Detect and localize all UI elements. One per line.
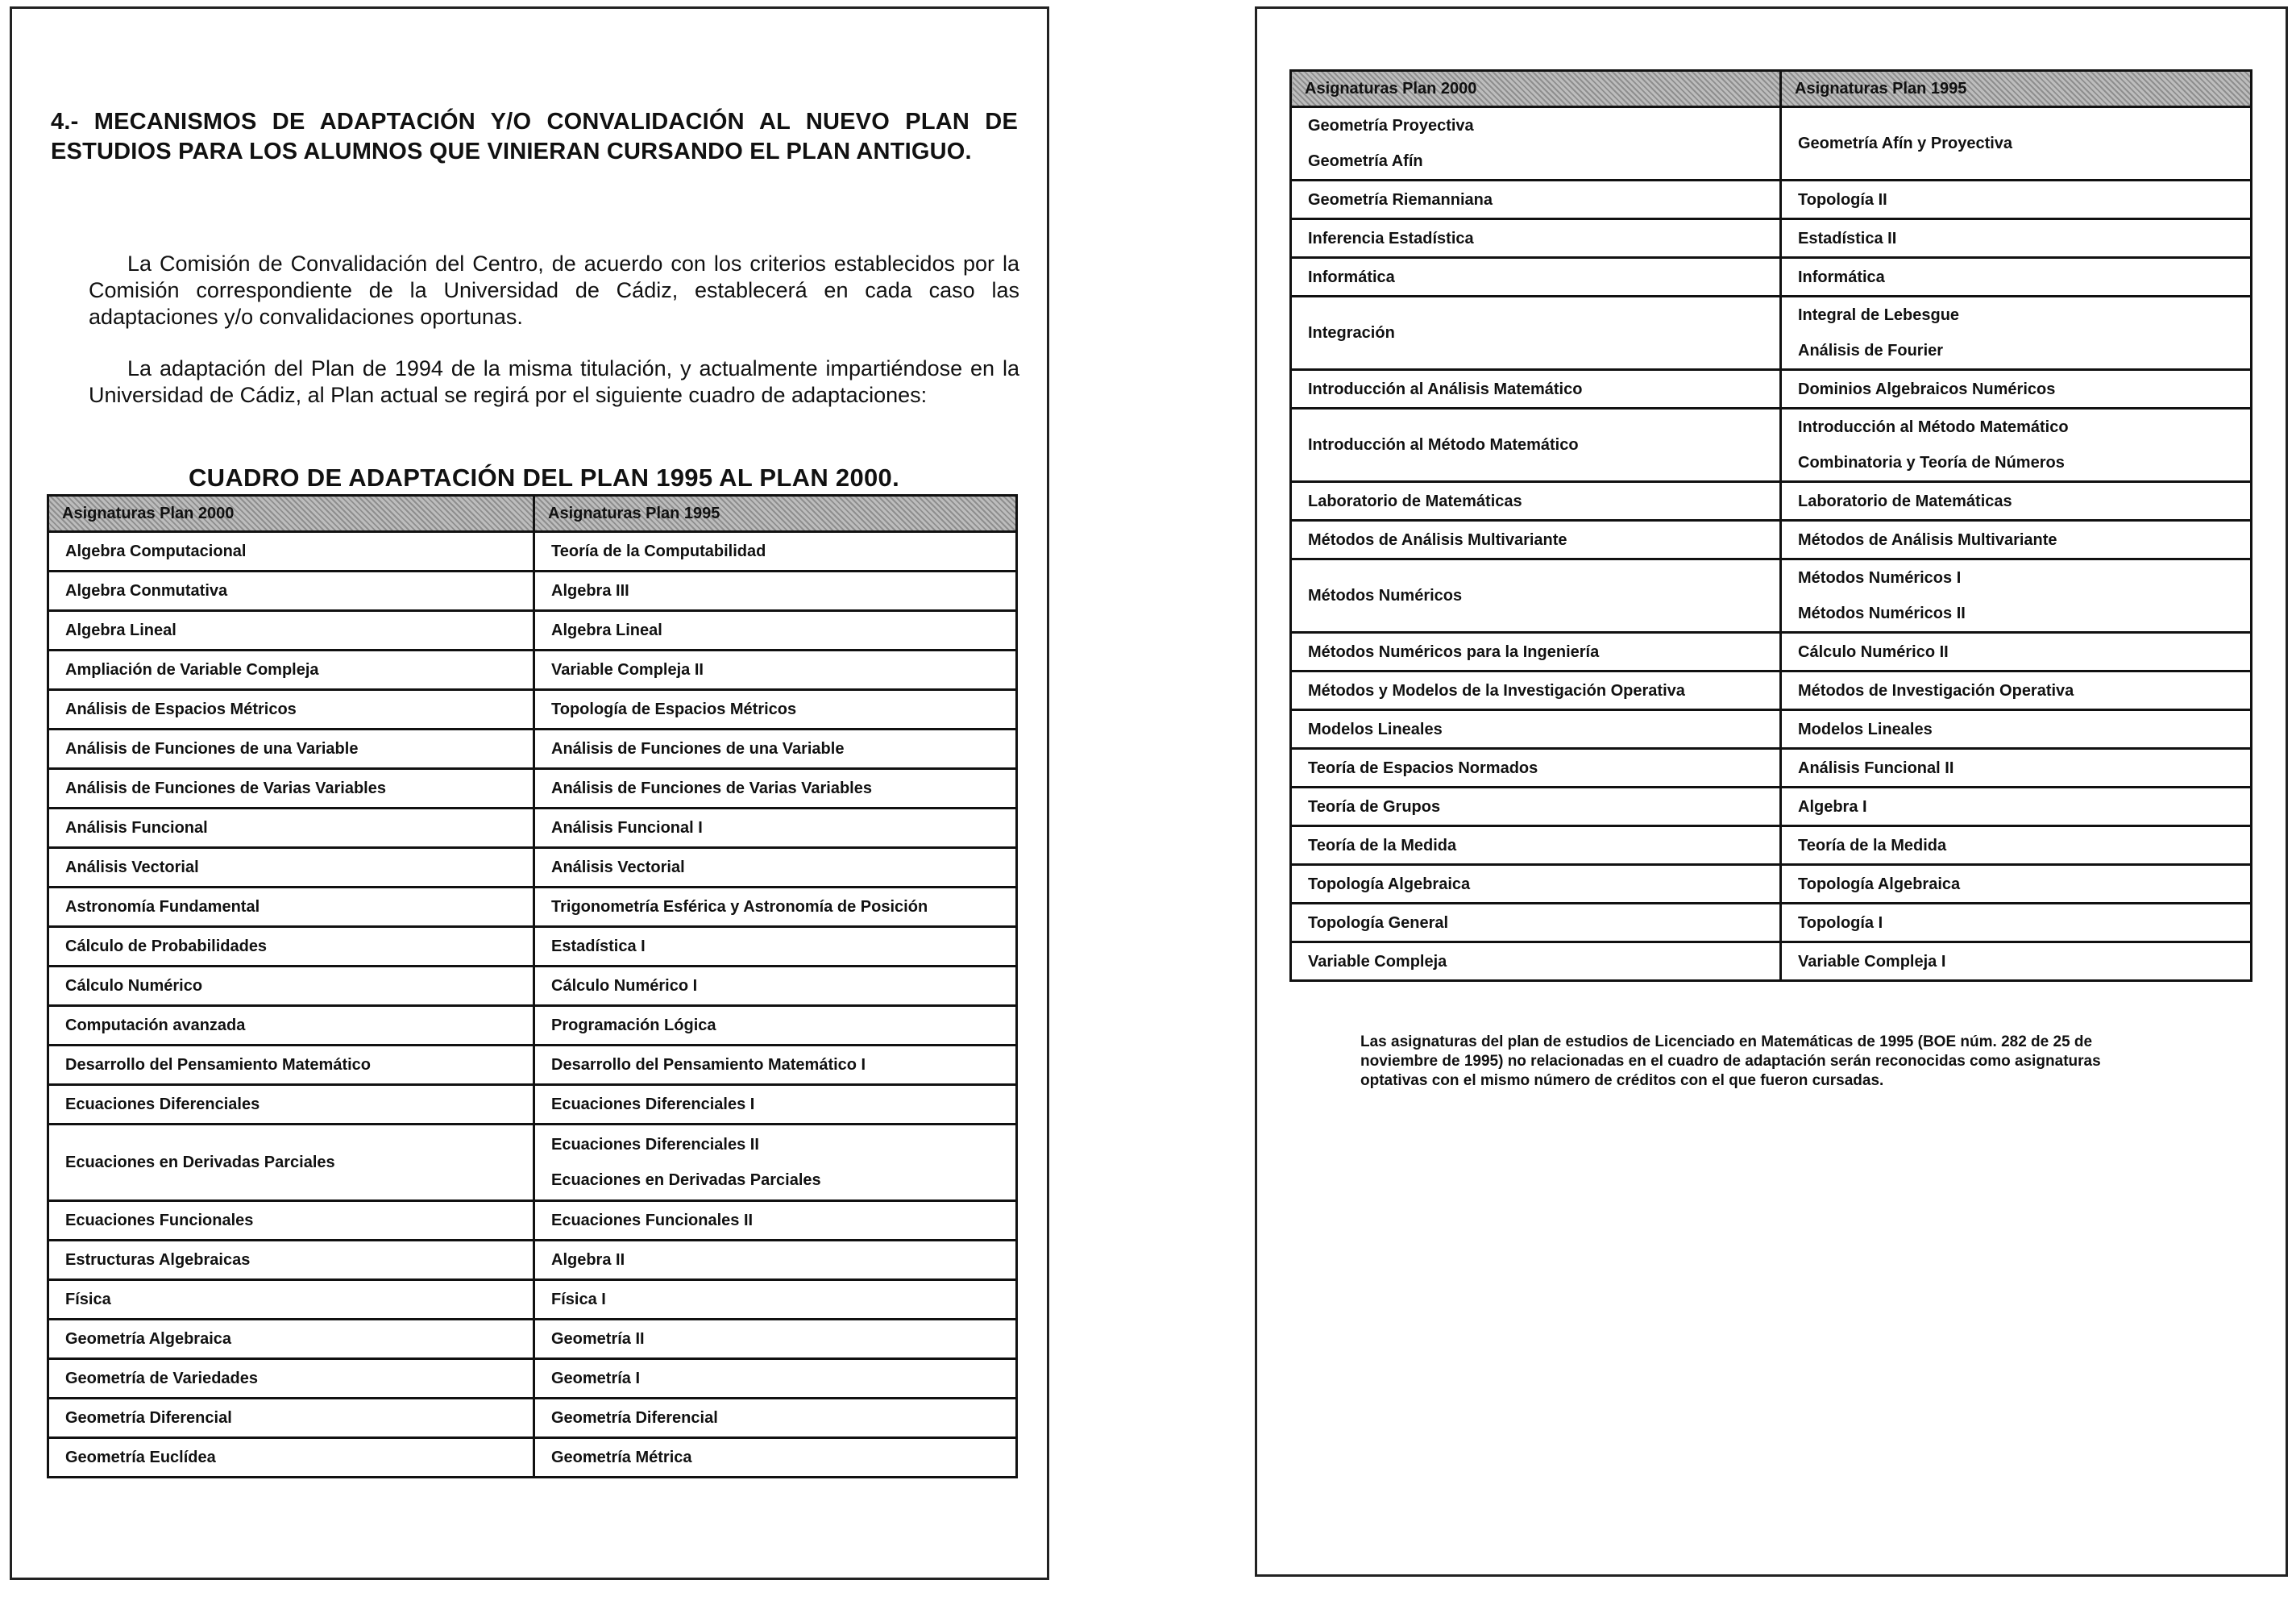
cell-text: Modelos Lineales bbox=[1798, 720, 1933, 738]
cell-plan-1995 bbox=[1781, 370, 2252, 409]
cell-text: Geometría Riemanniana bbox=[1308, 190, 1493, 209]
cell-text: Cálculo Numérico II bbox=[1798, 642, 1949, 661]
cell-text: Métodos de Análisis Multivariante bbox=[1798, 530, 2057, 549]
cell-text: Teoría de la Computabilidad bbox=[551, 543, 766, 560]
cell-text: Desarrollo del Pensamiento Matemático bbox=[65, 1056, 372, 1074]
table-row bbox=[1291, 633, 2252, 671]
cell-plan-2000 bbox=[1291, 521, 1781, 559]
cell-plan-1995 bbox=[1781, 865, 2252, 904]
cell-text: Desarrollo del Pensamiento Matemático I bbox=[551, 1056, 866, 1074]
cell-plan-1995 bbox=[534, 1006, 1017, 1046]
table-row bbox=[48, 888, 1017, 927]
cell-plan-2000 bbox=[48, 967, 534, 1006]
cell-text: Análisis de Funciones de una Variable bbox=[65, 740, 359, 758]
table-row bbox=[48, 1085, 1017, 1125]
table-row bbox=[48, 769, 1017, 809]
cell-plan-2000 bbox=[1291, 258, 1781, 297]
cell-text: Geometría Métrica bbox=[551, 1449, 692, 1466]
table-row bbox=[48, 532, 1017, 572]
cell-plan-1995 bbox=[534, 1241, 1017, 1280]
cell-plan-2000 bbox=[48, 809, 534, 848]
cell-text: Ecuaciones Diferenciales II bbox=[551, 1136, 759, 1154]
cell-text: Introducción al Análisis Matemático bbox=[1308, 380, 1583, 398]
paragraph-adaptation: La adaptación del Plan de 1994 de la misma titulación, y actualmente impartiéndose en la Universidad de Cádiz, al Plan actual se regirá por el siguiente cuadro de adaptaciones: bbox=[89, 356, 1019, 407]
cell-plan-2000 bbox=[48, 1320, 534, 1359]
table-row bbox=[1291, 258, 2252, 297]
cell-plan-1995 bbox=[534, 572, 1017, 611]
table-row bbox=[48, 572, 1017, 611]
table-row bbox=[1291, 671, 2252, 710]
cell-text: Variable Compleja bbox=[1308, 952, 1447, 971]
cell-text: Teoría de Grupos bbox=[1308, 797, 1441, 816]
table-row bbox=[48, 1359, 1017, 1399]
cell-text: Computación avanzada bbox=[65, 1017, 246, 1034]
cell-text: Dominios Algebraicos Numéricos bbox=[1798, 380, 2056, 398]
cell-plan-1995 bbox=[534, 1359, 1017, 1399]
cell-text: Cálculo de Probabilidades bbox=[65, 938, 268, 955]
table-row bbox=[1291, 788, 2252, 826]
cell-plan-2000 bbox=[1291, 826, 1781, 865]
header-plan-1995: Asignaturas Plan 1995 bbox=[534, 496, 1017, 532]
table-row bbox=[48, 1399, 1017, 1438]
cell-text: Topología General bbox=[1308, 913, 1449, 932]
cell-plan-1995 bbox=[1781, 904, 2252, 942]
cell-text: Algebra Computacional bbox=[65, 543, 247, 560]
cell-plan-1995 bbox=[534, 967, 1017, 1006]
cell-text: Algebra I bbox=[1798, 797, 1867, 816]
right-page bbox=[1255, 6, 2288, 1577]
cell-text: Cálculo Numérico I bbox=[551, 977, 698, 995]
table-row bbox=[1291, 749, 2252, 788]
table-row bbox=[48, 967, 1017, 1006]
cell-text: Ecuaciones en Derivadas Parciales bbox=[551, 1171, 821, 1189]
cell-text: Geometría Afín y Proyectiva bbox=[1798, 135, 2013, 152]
paragraph-commission: La Comisión de Convalidación del Centro, de acuerdo con los criterios establecidos por la Comisión correspondiente de la Universidad de Cádiz, establecerá en cada caso las adaptaciones y/o convalidaciones oportunas. bbox=[89, 252, 1019, 329]
table-row bbox=[1291, 865, 2252, 904]
cell-text: Algebra Lineal bbox=[551, 622, 662, 639]
cell-text: Geometría Afín bbox=[1308, 152, 1423, 170]
table-row bbox=[48, 1201, 1017, 1241]
cell-text: Análisis de Funciones de Varias Variables bbox=[551, 780, 872, 797]
cell-plan-1995 bbox=[1781, 258, 2252, 297]
cell-text: Métodos de Investigación Operativa bbox=[1798, 681, 2074, 700]
left-page bbox=[10, 6, 1049, 1580]
footnote: Las asignaturas del plan de estudios de Licenciado en Matemáticas de 1995 (BOE núm. 282 de 25 de noviembre de 1995) no relacionadas en el cuadro de adaptación serán reconocidas como asignaturas optativas con el mismo número de créditos con el que fueron cursadas. bbox=[1360, 1033, 2101, 1089]
table-row bbox=[1291, 482, 2252, 521]
cell-plan-2000 bbox=[48, 651, 534, 690]
cell-plan-1995 bbox=[1781, 409, 2252, 482]
cell-text: Métodos de Análisis Multivariante bbox=[1308, 530, 1567, 549]
cell-plan-1995 bbox=[534, 848, 1017, 888]
cell-text: Estructuras Algebraicas bbox=[65, 1251, 251, 1269]
cell-plan-1995 bbox=[534, 1438, 1017, 1478]
cell-text: Análisis de Espacios Métricos bbox=[65, 701, 297, 718]
cell-text: Astronomía Fundamental bbox=[65, 898, 260, 916]
cell-text: Topología Algebraica bbox=[1308, 875, 1471, 893]
cell-text: Métodos Numéricos I bbox=[1798, 569, 1962, 587]
cell-plan-1995 bbox=[1781, 671, 2252, 710]
cell-plan-1995 bbox=[1781, 181, 2252, 219]
cell-plan-1995 bbox=[534, 730, 1017, 769]
cell-text: Geometría Diferencial bbox=[551, 1409, 718, 1427]
cell-plan-2000 bbox=[1291, 788, 1781, 826]
table-row bbox=[1291, 409, 2252, 482]
table-row bbox=[1291, 942, 2252, 981]
table-row bbox=[48, 927, 1017, 967]
cell-plan-1995 bbox=[1781, 559, 2252, 633]
cell-plan-2000 bbox=[48, 572, 534, 611]
cell-text: Ampliación de Variable Compleja bbox=[65, 661, 319, 679]
cell-text: Algebra Conmutativa bbox=[65, 582, 228, 600]
cell-plan-2000 bbox=[48, 1125, 534, 1201]
table-row bbox=[48, 1438, 1017, 1478]
cell-plan-1995 bbox=[1781, 826, 2252, 865]
table-row bbox=[48, 611, 1017, 651]
cell-text: Integral de Lebesgue bbox=[1798, 306, 1960, 324]
table-row bbox=[48, 690, 1017, 730]
table-row bbox=[48, 730, 1017, 769]
cell-plan-2000 bbox=[1291, 482, 1781, 521]
cell-text: Geometría II bbox=[551, 1330, 645, 1348]
cell-text: Ecuaciones Diferenciales I bbox=[551, 1096, 755, 1113]
cell-text: Teoría de Espacios Normados bbox=[1308, 759, 1538, 777]
cell-text: Teoría de la Medida bbox=[1798, 836, 1947, 854]
cell-plan-2000 bbox=[1291, 865, 1781, 904]
cell-text: Estadística II bbox=[1798, 229, 1897, 247]
table-header-row bbox=[1291, 71, 2252, 107]
cell-text: Ecuaciones Diferenciales bbox=[65, 1096, 260, 1113]
cell-text: Análisis Funcional I bbox=[551, 819, 703, 837]
cell-plan-1995 bbox=[1781, 788, 2252, 826]
cell-text: Integración bbox=[1308, 324, 1395, 342]
cell-text: Análisis Funcional bbox=[65, 819, 208, 837]
cell-plan-2000 bbox=[48, 1201, 534, 1241]
cell-plan-1995 bbox=[1781, 107, 2252, 181]
cell-plan-1995 bbox=[534, 1201, 1017, 1241]
adaptation-table-right bbox=[1289, 69, 2252, 982]
cell-plan-2000 bbox=[48, 848, 534, 888]
cell-plan-2000 bbox=[1291, 710, 1781, 749]
table-row bbox=[48, 1046, 1017, 1085]
cell-plan-2000 bbox=[48, 927, 534, 967]
header-plan-2000: Asignaturas Plan 2000 bbox=[48, 496, 534, 532]
table-row bbox=[48, 1280, 1017, 1320]
cell-text: Trigonometría Esférica y Astronomía de Posición bbox=[551, 898, 928, 916]
cell-plan-2000 bbox=[1291, 297, 1781, 370]
table-row bbox=[48, 1241, 1017, 1280]
cell-text: Análisis Vectorial bbox=[551, 859, 685, 876]
cell-plan-2000 bbox=[48, 730, 534, 769]
table-row bbox=[1291, 219, 2252, 258]
cell-plan-1995 bbox=[534, 651, 1017, 690]
cell-plan-2000 bbox=[1291, 633, 1781, 671]
cell-text: Análisis de Funciones de Varias Variables bbox=[65, 780, 386, 797]
table-row bbox=[1291, 521, 2252, 559]
cell-plan-1995 bbox=[534, 532, 1017, 572]
cell-text: Introducción al Método Matemático bbox=[1798, 418, 2069, 436]
cell-plan-1995 bbox=[534, 809, 1017, 848]
cell-plan-2000 bbox=[1291, 370, 1781, 409]
cell-text: Geometría de Variedades bbox=[65, 1370, 259, 1387]
table-row bbox=[1291, 826, 2252, 865]
table-row bbox=[1291, 107, 2252, 181]
cell-plan-1995 bbox=[1781, 710, 2252, 749]
cell-plan-1995 bbox=[534, 1280, 1017, 1320]
cell-plan-2000 bbox=[48, 888, 534, 927]
cell-text: Informática bbox=[1798, 268, 1885, 286]
cell-plan-1995 bbox=[534, 1046, 1017, 1085]
cell-plan-2000 bbox=[1291, 107, 1781, 181]
cell-text: Análisis Funcional II bbox=[1798, 759, 1954, 777]
cell-text: Estadística I bbox=[551, 938, 646, 955]
cell-text: Variable Compleja I bbox=[1798, 952, 1946, 971]
cell-text: Inferencia Estadística bbox=[1308, 229, 1474, 247]
table-row bbox=[48, 651, 1017, 690]
cell-text: Análisis de Funciones de una Variable bbox=[551, 740, 845, 758]
cell-plan-2000 bbox=[48, 690, 534, 730]
cell-plan-1995 bbox=[1781, 942, 2252, 981]
cell-plan-2000 bbox=[1291, 671, 1781, 710]
cell-text: Geometría I bbox=[551, 1370, 641, 1387]
cell-plan-1995 bbox=[534, 690, 1017, 730]
cell-text: Laboratorio de Matemáticas bbox=[1308, 492, 1522, 510]
cell-text: Análisis de Fourier bbox=[1798, 342, 1944, 360]
table-row bbox=[1291, 370, 2252, 409]
cell-plan-1995 bbox=[534, 888, 1017, 927]
cell-text: Ecuaciones en Derivadas Parciales bbox=[65, 1154, 335, 1171]
table-row bbox=[48, 1006, 1017, 1046]
cell-plan-2000 bbox=[48, 1241, 534, 1280]
cell-text: Métodos Numéricos para la Ingeniería bbox=[1308, 642, 1600, 661]
table-row bbox=[48, 1125, 1017, 1201]
cell-plan-1995 bbox=[534, 1125, 1017, 1201]
cell-text: Topología de Espacios Métricos bbox=[551, 701, 797, 718]
cell-plan-1995 bbox=[1781, 633, 2252, 671]
table-row bbox=[48, 848, 1017, 888]
cell-plan-1995 bbox=[534, 1085, 1017, 1125]
table-title: CUADRO DE ADAPTACIÓN DEL PLAN 1995 AL PLAN 2000. bbox=[189, 464, 899, 492]
cell-plan-1995 bbox=[1781, 219, 2252, 258]
cell-text: Topología II bbox=[1798, 190, 1887, 209]
cell-plan-2000 bbox=[1291, 219, 1781, 258]
cell-text: Métodos y Modelos de la Investigación Operativa bbox=[1308, 681, 1685, 700]
cell-text: Métodos Numéricos bbox=[1308, 587, 1463, 605]
cell-text: Algebra III bbox=[551, 582, 629, 600]
cell-text: Geometría Euclídea bbox=[65, 1449, 216, 1466]
cell-text: Combinatoria y Teoría de Números bbox=[1798, 454, 2065, 472]
cell-text: Métodos Numéricos II bbox=[1798, 605, 1966, 622]
table-header-row bbox=[48, 496, 1017, 532]
cell-text: Topología Algebraica bbox=[1798, 875, 1961, 893]
cell-plan-2000 bbox=[1291, 749, 1781, 788]
table-row bbox=[1291, 904, 2252, 942]
cell-text: Introducción al Método Matemático bbox=[1308, 436, 1579, 454]
cell-plan-1995 bbox=[534, 769, 1017, 809]
cell-plan-2000 bbox=[48, 1085, 534, 1125]
cell-plan-2000 bbox=[48, 1006, 534, 1046]
cell-plan-2000 bbox=[1291, 904, 1781, 942]
section-heading: 4.- MECANISMOS DE ADAPTACIÓN Y/O CONVALIDACIÓN AL NUEVO PLAN DE ESTUDIOS PARA LOS ALUMNOS QUE VINIERAN CURSANDO EL PLAN ANTIGUO. bbox=[51, 109, 1018, 164]
cell-text: Algebra II bbox=[551, 1251, 625, 1269]
cell-text: Teoría de la Medida bbox=[1308, 836, 1457, 854]
cell-text: Ecuaciones Funcionales II bbox=[551, 1212, 754, 1229]
cell-text: Topología I bbox=[1798, 913, 1883, 932]
cell-plan-2000 bbox=[1291, 559, 1781, 633]
header-plan-1995: Asignaturas Plan 1995 bbox=[1781, 71, 2252, 107]
table-row bbox=[1291, 181, 2252, 219]
table-row bbox=[48, 809, 1017, 848]
cell-plan-2000 bbox=[48, 532, 534, 572]
cell-text: Ecuaciones Funcionales bbox=[65, 1212, 254, 1229]
cell-plan-2000 bbox=[1291, 942, 1781, 981]
cell-plan-2000 bbox=[48, 769, 534, 809]
table-row bbox=[48, 1320, 1017, 1359]
cell-text: Cálculo Numérico bbox=[65, 977, 203, 995]
cell-plan-2000 bbox=[1291, 181, 1781, 219]
cell-text: Algebra Lineal bbox=[65, 622, 176, 639]
cell-plan-2000 bbox=[48, 1438, 534, 1478]
cell-plan-2000 bbox=[48, 1359, 534, 1399]
cell-text: Geometría Algebraica bbox=[65, 1330, 232, 1348]
cell-plan-1995 bbox=[1781, 521, 2252, 559]
cell-plan-1995 bbox=[534, 927, 1017, 967]
table-row bbox=[1291, 559, 2252, 633]
table-row bbox=[1291, 710, 2252, 749]
cell-plan-2000 bbox=[48, 1399, 534, 1438]
cell-text: Geometría Proyectiva bbox=[1308, 117, 1474, 135]
table-row bbox=[1291, 297, 2252, 370]
cell-text: Laboratorio de Matemáticas bbox=[1798, 492, 2012, 510]
header-plan-2000: Asignaturas Plan 2000 bbox=[1291, 71, 1781, 107]
cell-plan-1995 bbox=[1781, 482, 2252, 521]
cell-plan-2000 bbox=[48, 611, 534, 651]
cell-plan-1995 bbox=[534, 1320, 1017, 1359]
cell-plan-1995 bbox=[534, 1399, 1017, 1438]
cell-text: Geometría Diferencial bbox=[65, 1409, 232, 1427]
cell-text: Análisis Vectorial bbox=[65, 859, 199, 876]
adaptation-table-left bbox=[47, 494, 1018, 1478]
cell-text: Modelos Lineales bbox=[1308, 720, 1443, 738]
cell-plan-2000 bbox=[48, 1046, 534, 1085]
cell-plan-2000 bbox=[48, 1280, 534, 1320]
cell-text: Variable Compleja II bbox=[551, 661, 704, 679]
cell-text: Física I bbox=[551, 1291, 606, 1308]
cell-plan-1995 bbox=[1781, 297, 2252, 370]
cell-text: Programación Lógica bbox=[551, 1017, 716, 1034]
cell-plan-1995 bbox=[534, 611, 1017, 651]
cell-text: Física bbox=[65, 1291, 111, 1308]
cell-text: Informática bbox=[1308, 268, 1395, 286]
cell-plan-1995 bbox=[1781, 749, 2252, 788]
cell-plan-2000 bbox=[1291, 409, 1781, 482]
